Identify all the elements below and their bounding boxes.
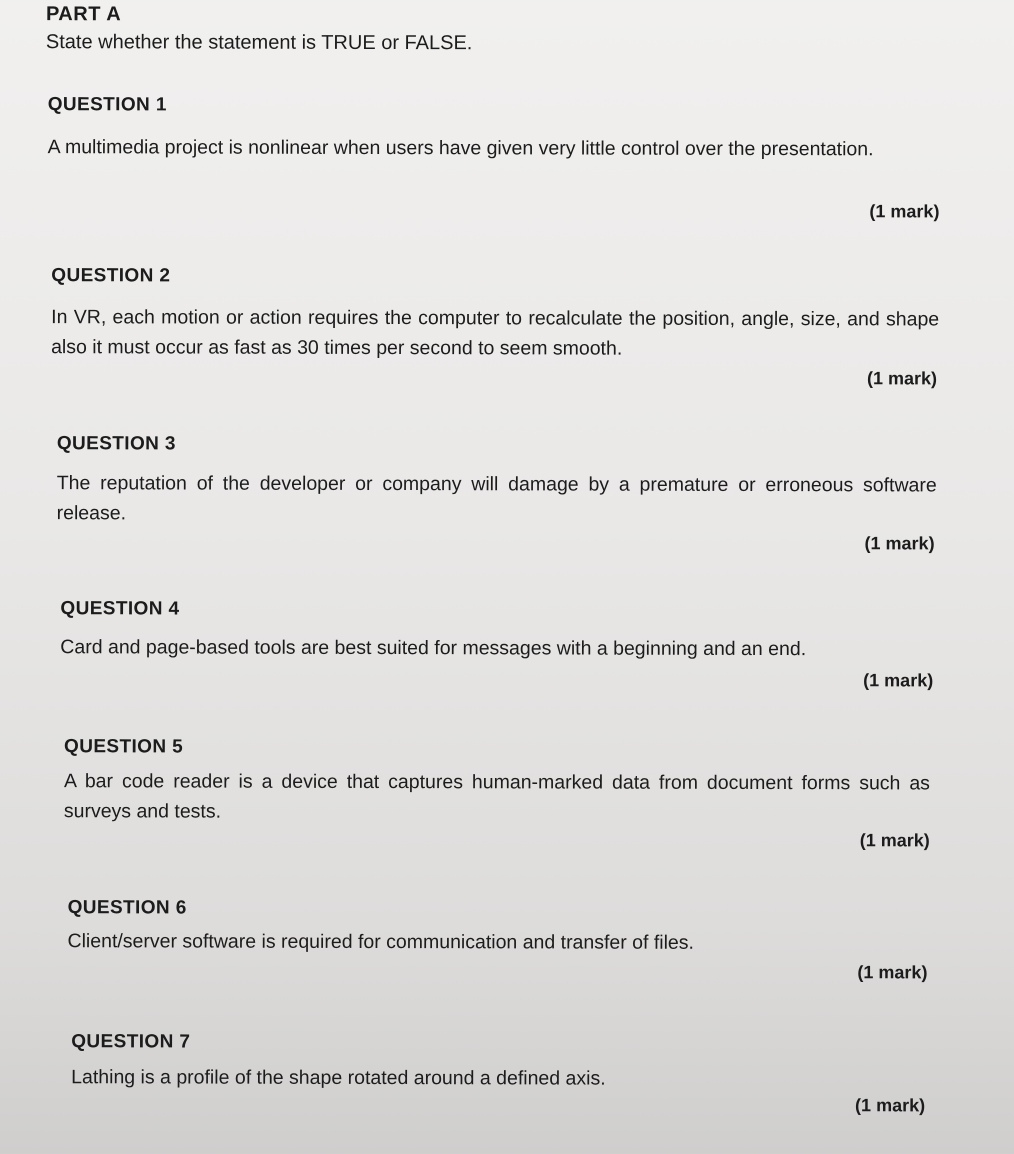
question-text: Card and page-based tools are best suited for messages with a beginning and an end. xyxy=(60,636,807,661)
question-mark: (1 mark) xyxy=(863,670,934,691)
question-mark: (1 mark) xyxy=(866,368,938,389)
question-mark: (1 mark) xyxy=(869,201,940,222)
question-heading: QUESTION 2 xyxy=(51,265,171,287)
question-heading: QUESTION 1 xyxy=(47,94,167,116)
question-text: In VR, each motion or action requires the computer to recalculate the position, angle, size, and shape also it must occur as fast as 30 times per second to seem smooth. xyxy=(51,306,940,360)
question-mark: (1 mark) xyxy=(857,962,928,983)
question-text: The reputation of the developer or company will damage by a premature or erroneous software release. xyxy=(56,472,937,525)
question-heading: QUESTION 4 xyxy=(60,598,180,620)
question-heading: QUESTION 5 xyxy=(64,736,184,758)
question-mark: (1 mark) xyxy=(859,830,930,851)
question-text: A multimedia project is nonlinear when users have given very little control over the presentation. xyxy=(47,136,874,161)
question-heading: QUESTION 7 xyxy=(71,1031,191,1053)
question-text: A bar code reader is a device that captures human-marked data from document forms such as surveys and tests. xyxy=(63,770,930,823)
question-text: Lathing is a profile of the shape rotated around a defined axis. xyxy=(71,1066,606,1090)
question-mark: (1 mark) xyxy=(855,1095,926,1116)
part-title: PART A xyxy=(45,3,122,26)
instructions: State whether the statement is TRUE or FALSE. xyxy=(45,31,473,55)
question-text: Client/server software is required for communication and transfer of files. xyxy=(67,930,695,954)
question-heading: QUESTION 6 xyxy=(67,897,187,919)
question-mark: (1 mark) xyxy=(864,533,935,554)
question-heading: QUESTION 3 xyxy=(56,433,176,455)
